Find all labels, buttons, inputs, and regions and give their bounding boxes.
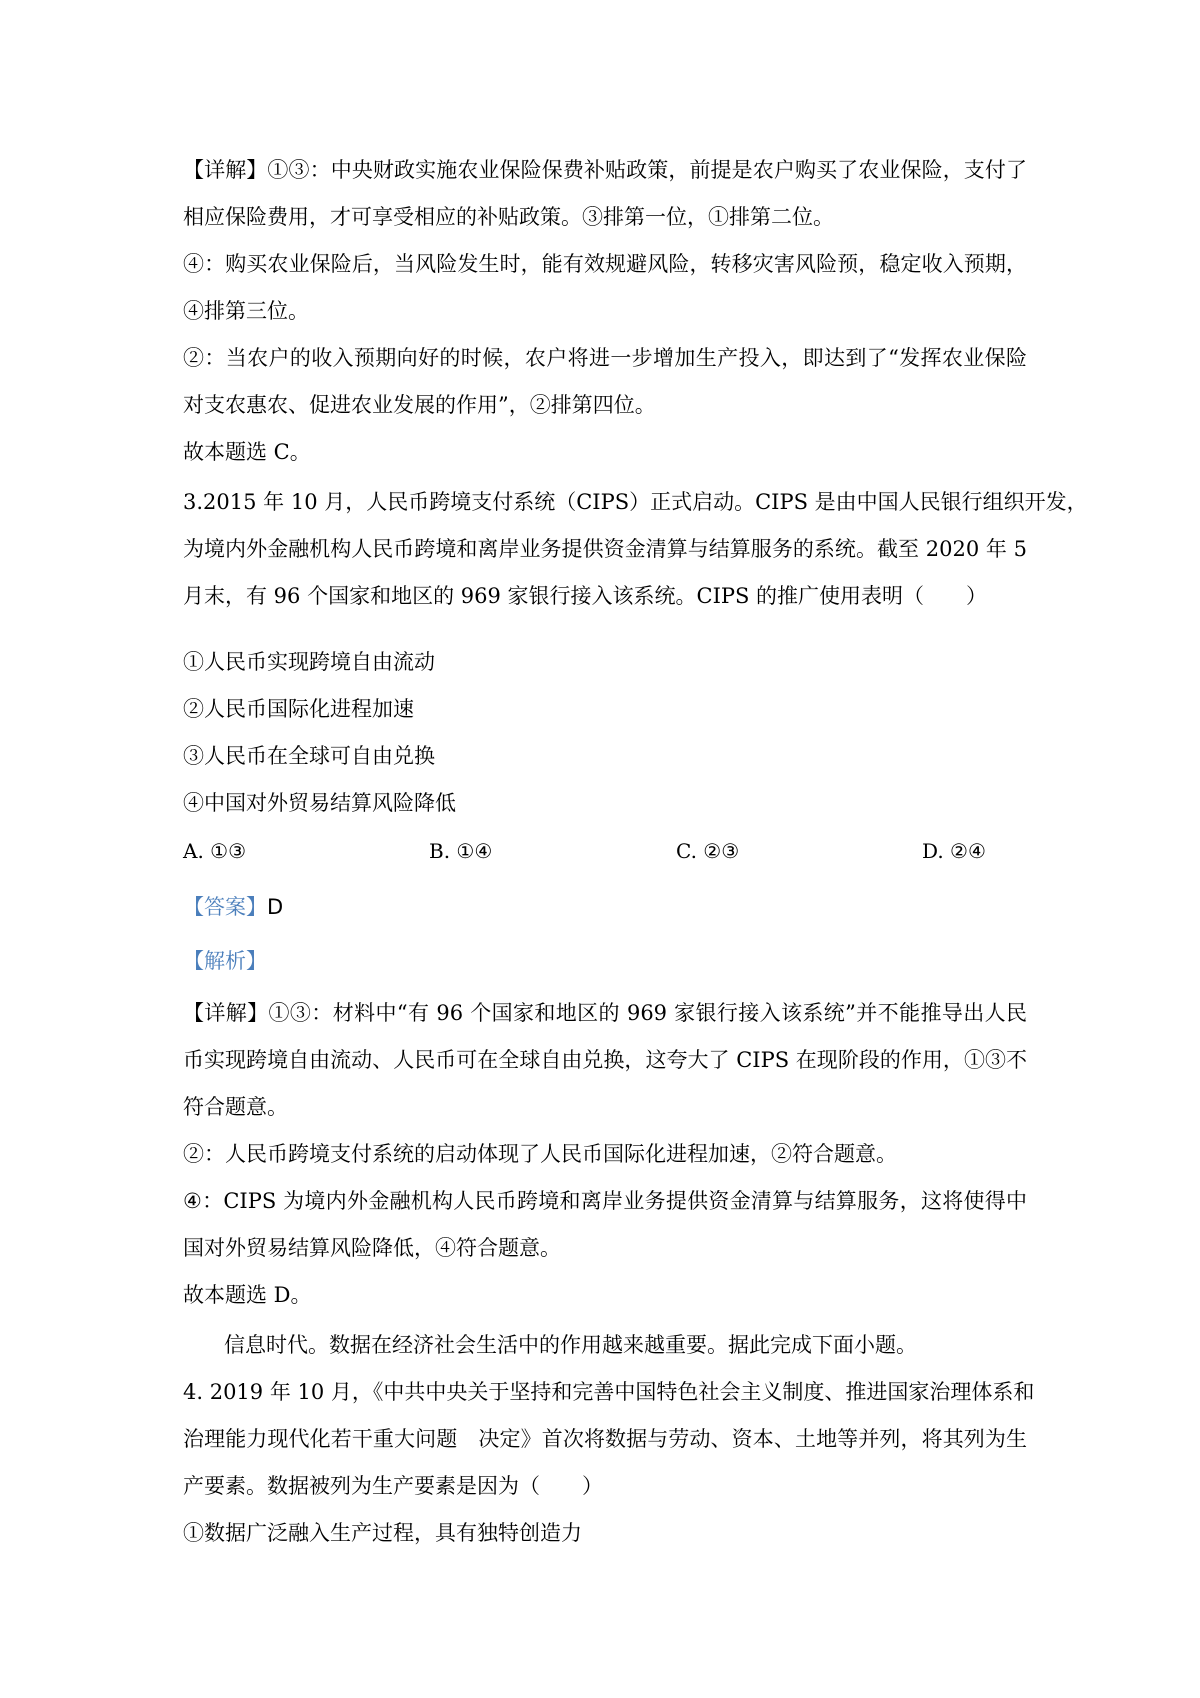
q3-conclusion: 故本题选 D。	[183, 1283, 312, 1307]
answer-value: D	[267, 895, 284, 919]
q3-analysis-label: 【解析】	[183, 949, 267, 973]
q3-option-c: C. ②③	[676, 839, 740, 863]
q3-detail-line-5: ④：CIPS 为境内外金融机构人民币跨境和离岸业务提供资金清算与结算服务，这将使得中	[183, 1189, 1027, 1213]
q3-stem-line-2: 为境内外金融机构人民币跨境和离岸业务提供资金清算与结算服务的系统。截至 2020 年 5	[183, 537, 1027, 561]
q3-stem-line-3: 月末，有 96 个国家和地区的 969 家银行接入该系统。CIPS 的推广使用表明（ ）	[183, 584, 988, 608]
q4-stem-line-2: 治理能力现代化若干重大问题 决定》首次将数据与劳动、资本、土地等并列，将其列为生	[183, 1427, 1027, 1451]
q3-detail-line-6: 国对外贸易结算风险降低，④符合题意。	[183, 1236, 561, 1260]
q3-item-4: ④中国对外贸易结算风险降低	[183, 791, 456, 815]
q3-item-1: ①人民币实现跨境自由流动	[183, 650, 435, 674]
q4-item-1: ①数据广泛融入生产过程，具有独特创造力	[183, 1521, 582, 1545]
q3-detail-line-4: ②：人民币跨境支付系统的启动体现了人民币国际化进程加速，②符合题意。	[183, 1142, 897, 1166]
q3-answer	[183, 892, 283, 922]
prev-conclusion: 故本题选 C。	[183, 440, 311, 464]
q4-stem-line-3: 产要素。数据被列为生产要素是因为（ ）	[183, 1474, 603, 1498]
prev-detail-line-3: ④：购买农业保险后，当风险发生时，能有效规避风险，转移灾害风险预，稳定收入预期，	[183, 252, 1027, 276]
prev-detail-line-2: 相应保险费用，才可享受相应的补贴政策。③排第一位，①排第二位。	[183, 205, 834, 229]
q3-detail-line-1: 【详解】①③：材料中“有 96 个国家和地区的 969 家银行接入该系统”并不能推导出人民	[183, 1001, 1027, 1025]
q3-detail-line-2: 币实现跨境自由流动、人民币可在全球自由兑换，这夸大了 CIPS 在现阶段的作用，①③不	[183, 1048, 1027, 1072]
prev-detail-line-1: 【详解】①③：中央财政实施农业保险保费补贴政策，前提是农户购买了农业保险，支付了	[183, 158, 1027, 182]
q3-option-a: A. ①③	[183, 839, 247, 863]
q3-detail-line-3: 符合题意。	[183, 1095, 288, 1119]
prev-detail-line-5: ②：当农户的收入预期向好的时候，农户将进一步增加生产投入，即达到了“发挥农业保险	[183, 346, 1027, 370]
answer-label: 【答案】	[183, 895, 267, 919]
group-intro: 信息时代。数据在经济社会生活中的作用越来越重要。据此完成下面小题。	[224, 1333, 917, 1357]
q3-stem-line-1: 3.2015 年 10 月，人民币跨境支付系统（CIPS）正式启动。CIPS 是由中国人民银行组织开发，	[183, 490, 1088, 514]
q3-item-3: ③人民币在全球可自由兑换	[183, 744, 435, 768]
q4-stem-line-1: 4. 2019 年 10 月，《中共中央关于坚持和完善中国特色社会主义制度、推进国家治理体系和	[183, 1380, 1035, 1404]
prev-detail-line-4: ④排第三位。	[183, 299, 309, 323]
q3-option-d: D. ②④	[922, 839, 986, 863]
prev-detail-line-6: 对支农惠农、促进农业发展的作用”，②排第四位。	[183, 393, 656, 417]
q3-item-2: ②人民币国际化进程加速	[183, 697, 414, 721]
q3-option-b: B. ①④	[429, 839, 493, 863]
